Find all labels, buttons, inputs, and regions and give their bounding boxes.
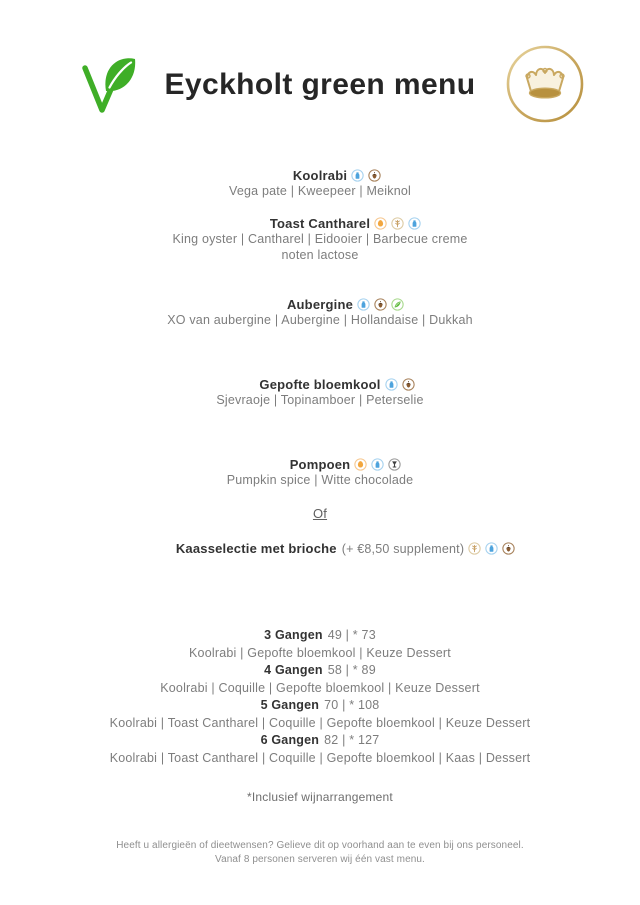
dish-name: Koolrabi <box>292 168 348 183</box>
dish-title <box>0 457 640 472</box>
greens-icon <box>391 298 404 311</box>
dish-title <box>0 377 640 392</box>
dish-name: Gepofte bloemkool <box>259 377 381 392</box>
dish-description: XO van aubergine | Aubergine | Hollandaise | Dukkah <box>167 313 473 327</box>
milk-icon <box>351 169 364 182</box>
allergen-icons <box>381 377 415 392</box>
dish-description: noten lactose <box>281 248 359 262</box>
egg-icon <box>374 217 387 230</box>
allergen-icons <box>347 168 381 183</box>
course-price: 49 | * 73 <box>327 628 376 642</box>
course-head <box>0 627 640 645</box>
egg-icon <box>354 458 367 471</box>
dish-description: Sjevraoje | Topinamboer | Peterselie <box>216 393 424 407</box>
course-items: Koolrabi | Coquille | Gepofte bloemkool | Keuze Dessert <box>160 680 480 695</box>
gluten-icon <box>391 217 404 230</box>
page-title: Eyckholt green menu <box>164 68 476 101</box>
course-label: 4 Gangen <box>264 663 323 677</box>
cheese-supplement: (+ €8,50 supplement) <box>341 542 465 556</box>
dish-description: King oyster | Cantharel | Eidooier | Barbecue creme <box>172 232 468 246</box>
menu-divider: Of <box>312 506 328 521</box>
dish <box>0 377 640 408</box>
milk-icon <box>357 298 370 311</box>
milk-icon <box>408 217 421 230</box>
dish <box>0 457 640 488</box>
course-items: Koolrabi | Toast Cantharel | Coquille | Gepofte bloemkool | Kaas | Dessert <box>109 750 531 765</box>
course-list <box>0 627 640 767</box>
allergen-icons <box>464 540 515 557</box>
dish-name: Aubergine <box>286 297 354 312</box>
dish-name: Pompoen <box>289 457 351 472</box>
footer-allergy-note: Heeft u allergieën of dieetwensen? Gelieve dit op voorhand aan te even bij ons personeel. <box>116 840 524 851</box>
dish-list <box>0 168 640 488</box>
wine-note: *Inclusief wijnarrangement <box>247 790 393 804</box>
gluten-icon <box>468 542 481 555</box>
course-price: 82 | * 127 <box>324 733 380 747</box>
course-label: 6 Gangen <box>260 733 320 747</box>
cheese-name: Kaasselectie met brioche <box>175 541 337 556</box>
nut-icon <box>502 542 515 555</box>
nut-icon <box>368 169 381 182</box>
cheese-option <box>0 541 640 557</box>
footer <box>0 839 640 867</box>
dish <box>0 216 640 263</box>
dish <box>0 168 640 199</box>
crown-logo-icon <box>503 42 587 126</box>
course-head <box>0 697 640 715</box>
milk-icon <box>485 542 498 555</box>
allergen-icons <box>370 216 421 231</box>
dish-title <box>0 297 640 312</box>
milk-icon <box>385 378 398 391</box>
allergen-icons <box>350 457 401 472</box>
dish-description: Vega pate | Kweepeer | Meiknol <box>228 184 412 198</box>
menu-content <box>0 168 640 804</box>
course-label: 3 Gangen <box>264 628 323 642</box>
course-items: Koolrabi | Gepofte bloemkool | Keuze Dessert <box>189 645 451 660</box>
footer-group-note: Vanaf 8 personen serveren wij één vast menu. <box>215 854 425 865</box>
course-label: 5 Gangen <box>260 698 320 712</box>
course-price: 58 | * 89 <box>327 663 376 677</box>
course-items: Koolrabi | Toast Cantharel | Coquille | Gepofte bloemkool | Keuze Dessert <box>109 715 531 730</box>
alcohol-icon <box>388 458 401 471</box>
nut-icon <box>374 298 387 311</box>
dish-title <box>0 168 640 183</box>
course-price: 70 | * 108 <box>324 698 380 712</box>
dish-title <box>0 216 640 231</box>
milk-icon <box>371 458 384 471</box>
dish-name: Toast Cantharel <box>269 216 371 231</box>
course-head <box>0 662 640 680</box>
nut-icon <box>402 378 415 391</box>
dish <box>0 297 640 328</box>
allergen-icons <box>353 297 404 312</box>
course-head <box>0 732 640 750</box>
dish-description: Pumpkin spice | Witte chocolade <box>226 473 414 487</box>
